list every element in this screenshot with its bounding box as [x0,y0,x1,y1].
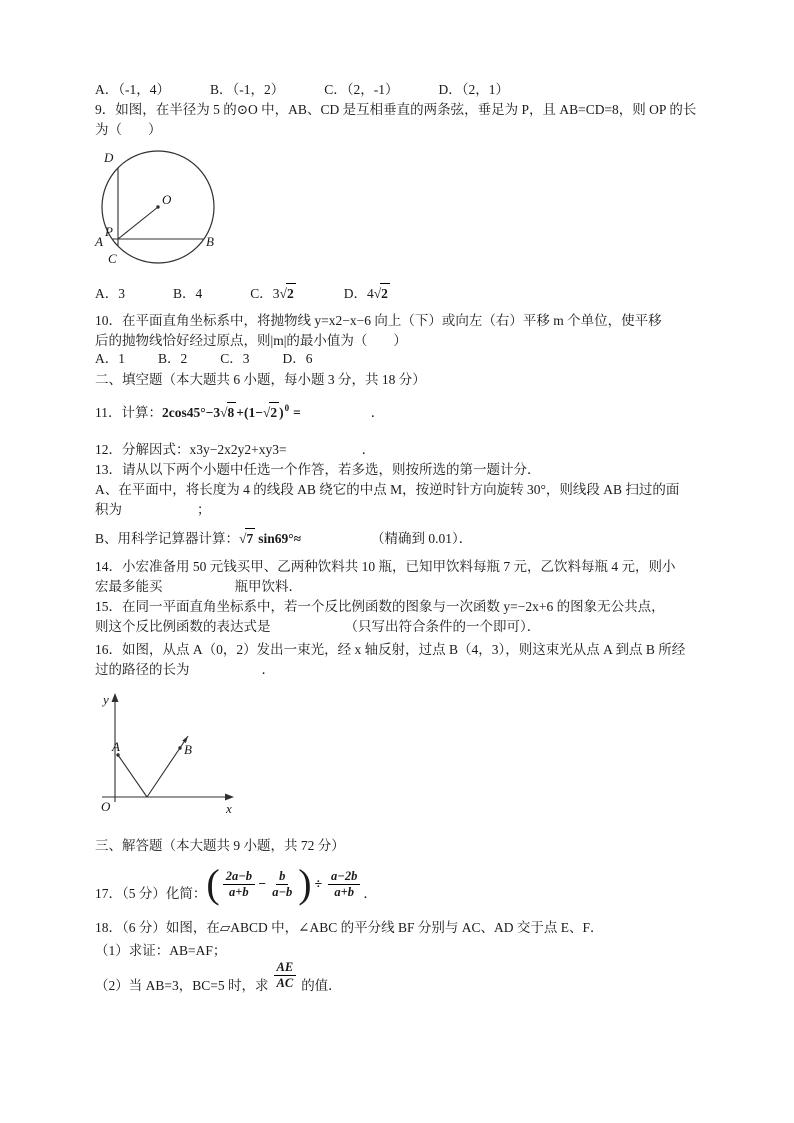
q8-option-a: A．（-1，4） [95,82,170,97]
q13a-line2-end: ； [197,502,211,517]
answer-blank [163,590,235,591]
q10-line1: 10．在平面直角坐标系中，将抛物线 y=x2−x−6 向上（下）或向左（右）平移 m 个单位，使平移 [95,313,662,328]
answer-blank [190,673,262,674]
q18-fraction [274,960,297,991]
radical-sign: √ [220,405,228,420]
label-B: B [206,234,214,249]
q9-line2-pre: 为（ [95,122,122,137]
label-O: O [101,799,111,814]
label-O: O [162,192,172,207]
q15-line1: 15．在同一平面直角坐标系中，若一个反比例函数的图象与一次函数 y=−2x+6 的图象无公共点， [95,599,665,614]
q18-sub2-end: 的值． [301,978,342,993]
q17-fraction2 [269,869,295,900]
q8-option-c: C．（2，-1） [324,82,399,97]
q9-option-d-coef: D．4 [343,286,374,301]
q17-fraction1-denominator: a+b [229,884,249,899]
q14-line2-end: 瓶甲饮料． [234,579,302,594]
q12-row [95,440,375,460]
q9-option-d [344,283,390,304]
label-y: y [103,692,109,707]
q17-fraction3-numerator: a−2b [328,869,360,885]
q10-line2-close: ） [393,333,407,348]
radical-sign: √ [239,531,247,546]
q13b-suffix: （精确到 0.01）． [371,531,473,546]
q18-sub2-pre: （2）当 AB=3，BC=5 时，求 [95,978,269,993]
q17-fraction3-denominator: a+b [334,884,355,899]
answer-blank [301,416,371,417]
q9-option-a: A．3 [95,286,125,301]
q13-text: 13．请从以下两个小题中任选一个作答，若多选，则按所选的第一题计分． [95,462,541,477]
q9-line2 [95,120,696,140]
center-dot [156,205,159,208]
q17-prefix: 17．（5 分）化简： [95,886,207,901]
incident-ray [118,755,147,797]
answer-blank [122,513,197,514]
q17-fraction2-numerator: b [276,869,288,885]
q18-fraction-numerator: AE [274,960,297,976]
q11-prefix: 11．计算： [95,405,162,420]
label-C: C [108,251,117,266]
radical-icon [374,283,390,304]
q13b-row [95,528,472,549]
q9-option-d-radicand: 2 [380,283,390,304]
label-B: B [184,742,192,757]
q16-line2-pre: 过的路径的长为 [95,662,190,677]
q18-sub1: （1）求证：AB=AF； [95,943,227,958]
q11-formula-part3: ) [279,405,284,420]
q14-text [95,557,676,597]
q17-period: ． [363,886,377,901]
point-B-dot [178,746,181,749]
q11-formula-part2: +(1− [236,405,263,420]
q10-option-c: C．3 [220,351,250,366]
q12-text: 12．分解因式：x3y−2x2y2+xy3= [95,442,287,457]
close-paren-icon: ) [298,861,312,906]
q9-option-c-radicand: 2 [286,283,296,304]
answer-blank [301,542,371,543]
q13a-line1: A、在平面中，将长度为 4 的线段 AB 绕它的中点 M，按逆时针方向旋转 30°，则线段 AB 扫过的面 [95,482,680,497]
answer-blank [367,344,393,345]
radical-icon [220,402,236,423]
label-A: A [112,739,120,754]
q18-fraction-denominator: AC [276,975,294,990]
label-P: P [105,224,113,239]
answer-blank [271,630,345,631]
q16-text [95,640,685,680]
circle-diagram [92,144,224,276]
q15-line2-pre: 则这个反比例函数的表达式是 [95,619,271,634]
q9-text [95,100,696,140]
section3-heading: 三、解答题（本大题共 9 小题，共 72 分） [95,838,345,853]
label-x: x [226,801,232,816]
q12-period: ． [361,442,376,457]
q15-line2 [95,617,665,637]
radical-icon [239,528,255,549]
q9-line2-close: ） [148,122,162,137]
radical-sign: √ [262,405,271,420]
radical-sign: √ [279,286,287,301]
q13a-text [95,480,679,520]
q13b-function: sin69°≈ [258,531,302,546]
q11-equals-sign: = [293,405,301,420]
q10-text [95,311,662,351]
q18-sub2-row [95,954,342,996]
coordinate-diagram [92,690,247,825]
y-axis-arrow-icon [112,693,119,702]
q9-option-c-coef: C．3 [250,286,280,301]
q17-fraction2-denominator: a−b [272,884,293,899]
label-D: D [104,150,114,165]
q17-row [95,861,377,906]
q13b-prefix: B、用科学记算器计算： [95,531,240,546]
q13a-line2 [95,500,679,520]
label-A: A [95,234,103,249]
q15-line2-end: （只写出符合条件的一个即可）． [344,619,541,634]
q17-fraction1-numerator: 2a−b [223,869,255,885]
q10-option-d: D．6 [282,351,313,366]
q9-line1: 9．如图，在半径为 5 的⊙O 中，AB、CD 是互相垂直的两条弦，垂足为 P，且 AB=CD=8，则 OP 的长 [95,102,697,117]
open-paren-icon: ( [206,861,220,906]
q10-option-b: B．2 [158,351,188,366]
reflected-ray [147,736,188,797]
q17-fraction3 [328,869,360,900]
q9-option-c [250,283,295,304]
q8-option-b: B．（-1，2） [210,82,285,97]
q11-period: ． [370,405,385,420]
q10-line2-pre: 后的抛物线恰好经过原点，则|m|的最小值为（ [95,333,368,348]
q11-formula-part1: 2cos45°−3 [162,405,221,420]
segment-PO [118,207,158,239]
section2-heading: 二、填空题（本大题共 6 小题，每小题 3 分，共 18 分） [95,372,426,387]
answer-blank [287,453,362,454]
q16-line2 [95,660,685,680]
q8-option-d: D．（2，1） [438,82,509,97]
q11-radicand1: 8 [227,402,237,423]
x-axis-arrow-icon [225,794,234,801]
q14-line2 [95,577,676,597]
q10-option-a: A．1 [95,351,125,366]
q11-row [95,402,384,424]
q15-text [95,597,665,637]
q11-radicand2: 2 [269,402,279,423]
q17-fraction1 [223,869,255,900]
q14-line1: 14．小宏准备用 50 元钱买甲、乙两种饮料共 10 瓶，已知甲饮料每瓶 7 元，乙饮料每瓶 4 元，则小 [95,559,676,574]
answer-blank [122,133,148,134]
q17-minus-sign: − [258,876,267,891]
q8-options-row [95,80,509,100]
q9-option-b: B．4 [173,286,203,301]
q13a-line2-pre: 积为 [95,502,122,517]
radical-icon [280,283,296,304]
q10-line2 [95,331,662,351]
q18-line1: 18．（6 分）如图，在▱ABCD 中，∠ABC 的平分线 BF 分别与 AC、AD 交于点 E、F． [95,920,604,935]
q11-exponent: 0 [284,403,290,413]
q14-line2-pre: 宏最多能买 [95,579,163,594]
q9-options-row [95,283,390,304]
q16-line1: 16．如图，从点 A（0，2）发出一束光，经 x 轴反射，过点 B（4，3），则这束光从点 A 到点 B 所经 [95,642,686,657]
q16-line2-end: ． [261,662,275,677]
radical-icon [263,402,279,423]
q10-options-row [95,349,313,369]
radical-sign: √ [373,286,382,301]
q13b-radicand: 7 [245,528,255,549]
q17-divide-sign: ÷ [314,876,323,891]
